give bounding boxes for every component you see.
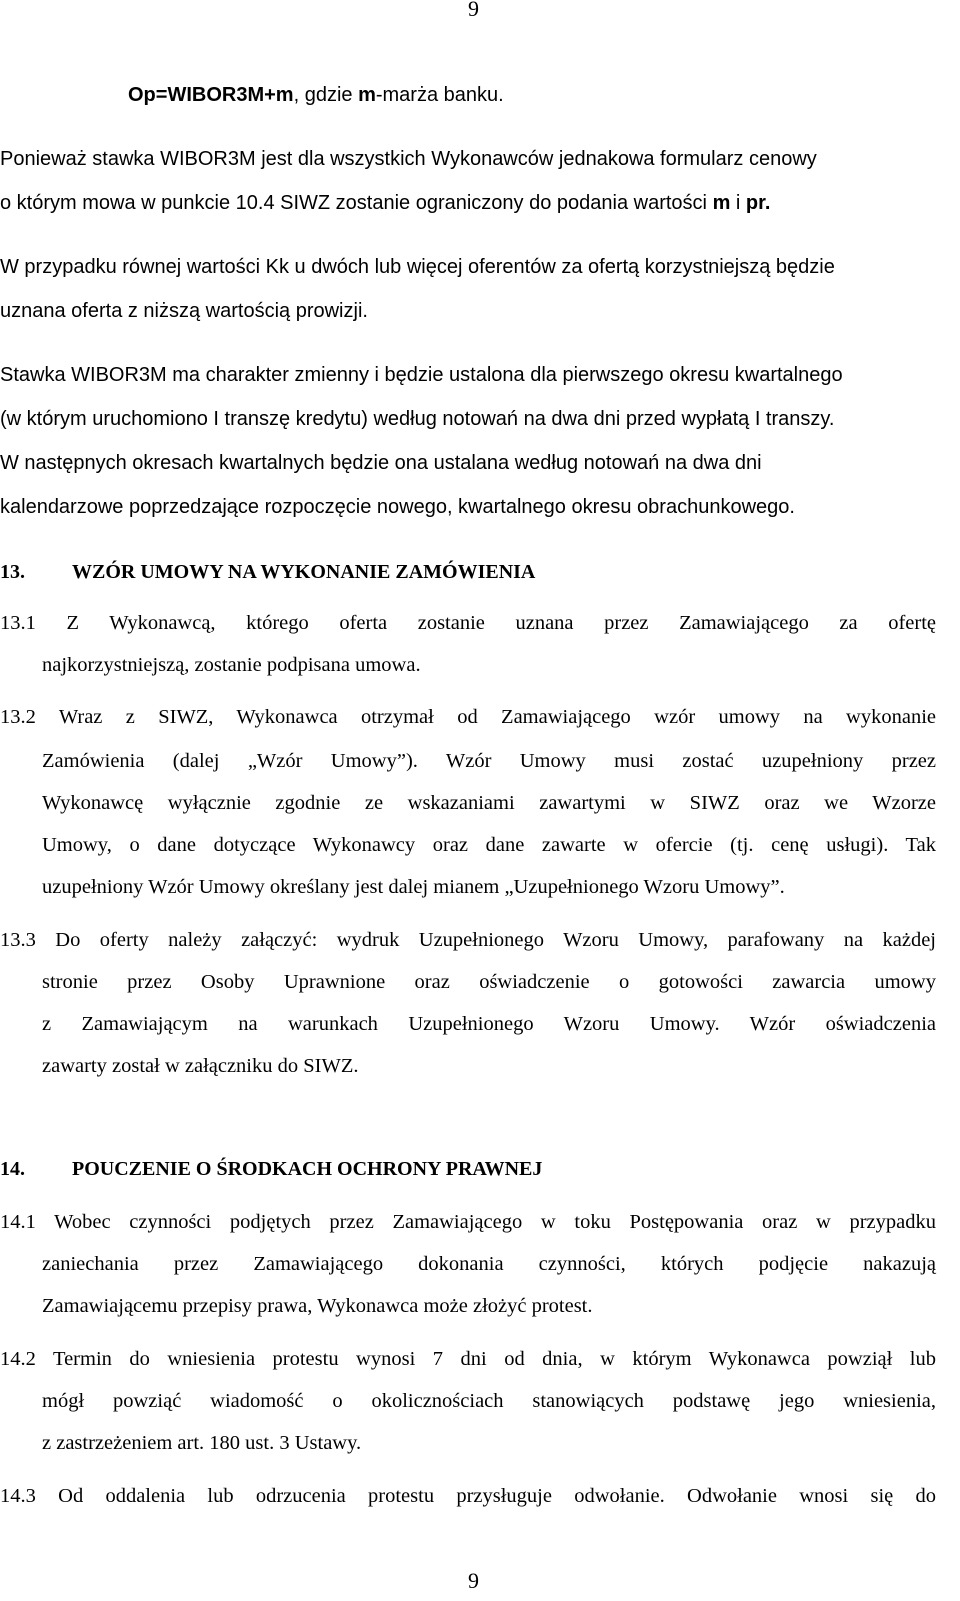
s13-p3-line-4: zawarty został w załączniku do SIWZ. [42, 1055, 359, 1077]
p3-line-2: (w którym uruchomiono I transzę kredytu) według notowań na dwa dni przed wypłatą I transzy. [0, 408, 835, 430]
s13-p1-line-2: najkorzystniejszą, zostanie podpisana umowa. [42, 654, 421, 676]
p1-line-1: Ponieważ stawka WIBOR3M jest dla wszystkich Wykonawców jednakowa formularz cenowy [0, 148, 817, 170]
s13-p2-line-2: Zamówienia (dalej „Wzór Umowy”). Wzór Umowy musi zostać uzupełniony przez [42, 750, 936, 772]
formula-mid: , gdzie [293, 84, 359, 106]
page-number-top: 9 [468, 0, 479, 21]
p3-line-3: W następnych okresach kwartalnych będzie ona ustalana według notowań na dwa dni [0, 452, 762, 474]
s13-p1-line-1: 13.1 Z Wykonawcą, którego oferta zostanie uznana przez Zamawiającego za ofertę [0, 612, 936, 634]
p3-line-4: kalendarzowe poprzedzające rozpoczęcie nowego, kwartalnego okresu obrachunkowego. [0, 496, 795, 518]
page-number-bottom: 9 [468, 1568, 479, 1593]
s14-p2-line-1: 14.2 Termin do wniesienia protestu wynosi 7 dni od dnia, w którym Wykonawca powziął lub [0, 1348, 936, 1370]
section-13-number: 13. [0, 561, 25, 583]
formula-rest: -marża banku. [375, 84, 504, 106]
p1-line-2-text: o którym mowa w punkcie 10.4 SIWZ zostanie ograniczony do podania wartości [0, 192, 713, 214]
section-14-title: POUCZENIE O ŚRODKACH OCHRONY PRAWNEJ [72, 1158, 543, 1180]
p1-m: m [712, 192, 731, 214]
p2-line-2: uznana oferta z niższą wartością prowizji. [0, 300, 368, 322]
s13-p2-line-4: Umowy, o dane dotyczące Wykonawcy oraz dane zawarte w ofercie (tj. cenę usługi). Tak [42, 834, 936, 856]
s13-p2-line-3: Wykonawcę wyłącznie zgodnie ze wskazaniami zawartymi w SIWZ oraz we Wzorze [42, 792, 936, 814]
formula-m: m [358, 84, 376, 106]
s13-p2-line-1: 13.2 Wraz z SIWZ, Wykonawca otrzymał od Zamawiającego wzór umowy na wykonanie [0, 706, 936, 728]
s13-p2-line-5: uzupełniony Wzór Umowy określany jest dalej mianem „Uzupełnionego Wzoru Umowy”. [42, 876, 785, 898]
section-14-number: 14. [0, 1158, 25, 1180]
p1-line-2 [0, 192, 940, 215]
formula-line [128, 84, 960, 107]
s13-p3-line-2: stronie przez Osoby Uprawnione oraz oświadczenie o gotowości zawarcia umowy [42, 971, 936, 993]
formula-bold: Op=WIBOR3M+m [128, 84, 294, 106]
s14-p3-line-1: 14.3 Od oddalenia lub odrzucenia protestu przysługuje odwołanie. Odwołanie wnosi się do [0, 1485, 936, 1507]
s13-p3-line-1: 13.3 Do oferty należy załączyć: wydruk Uzupełnionego Wzoru Umowy, parafowany na każdej [0, 929, 936, 951]
p2-line-1: W przypadku równej wartości Kk u dwóch lub więcej oferentów za ofertą korzystniejszą będzie [0, 256, 835, 278]
p1-i: i [730, 192, 746, 214]
s14-p1-line-1: 14.1 Wobec czynności podjętych przez Zamawiającego w toku Postępowania oraz w przypadku [0, 1211, 936, 1233]
s14-p1-line-2: zaniechania przez Zamawiającego dokonania czynności, których podjęcie nakazują [42, 1253, 936, 1275]
section-13-title: WZÓR UMOWY NA WYKONANIE ZAMÓWIENIA [72, 561, 536, 583]
s14-p1-line-3: Zamawiającemu przepisy prawa, Wykonawca może złożyć protest. [42, 1295, 593, 1317]
p3-line-1: Stawka WIBOR3M ma charakter zmienny i będzie ustalona dla pierwszego okresu kwartalnego [0, 364, 843, 386]
p1-pr: pr. [745, 192, 771, 214]
s14-p2-line-3: z zastrzeżeniem art. 180 ust. 3 Ustawy. [42, 1432, 362, 1454]
s14-p2-line-2: mógł powziąć wiadomość o okolicznościach stanowiących podstawę jego wniesienia, [42, 1390, 936, 1412]
s13-p3-line-3: z Zamawiającym na warunkach Uzupełnionego Wzoru Umowy. Wzór oświadczenia [42, 1013, 936, 1035]
